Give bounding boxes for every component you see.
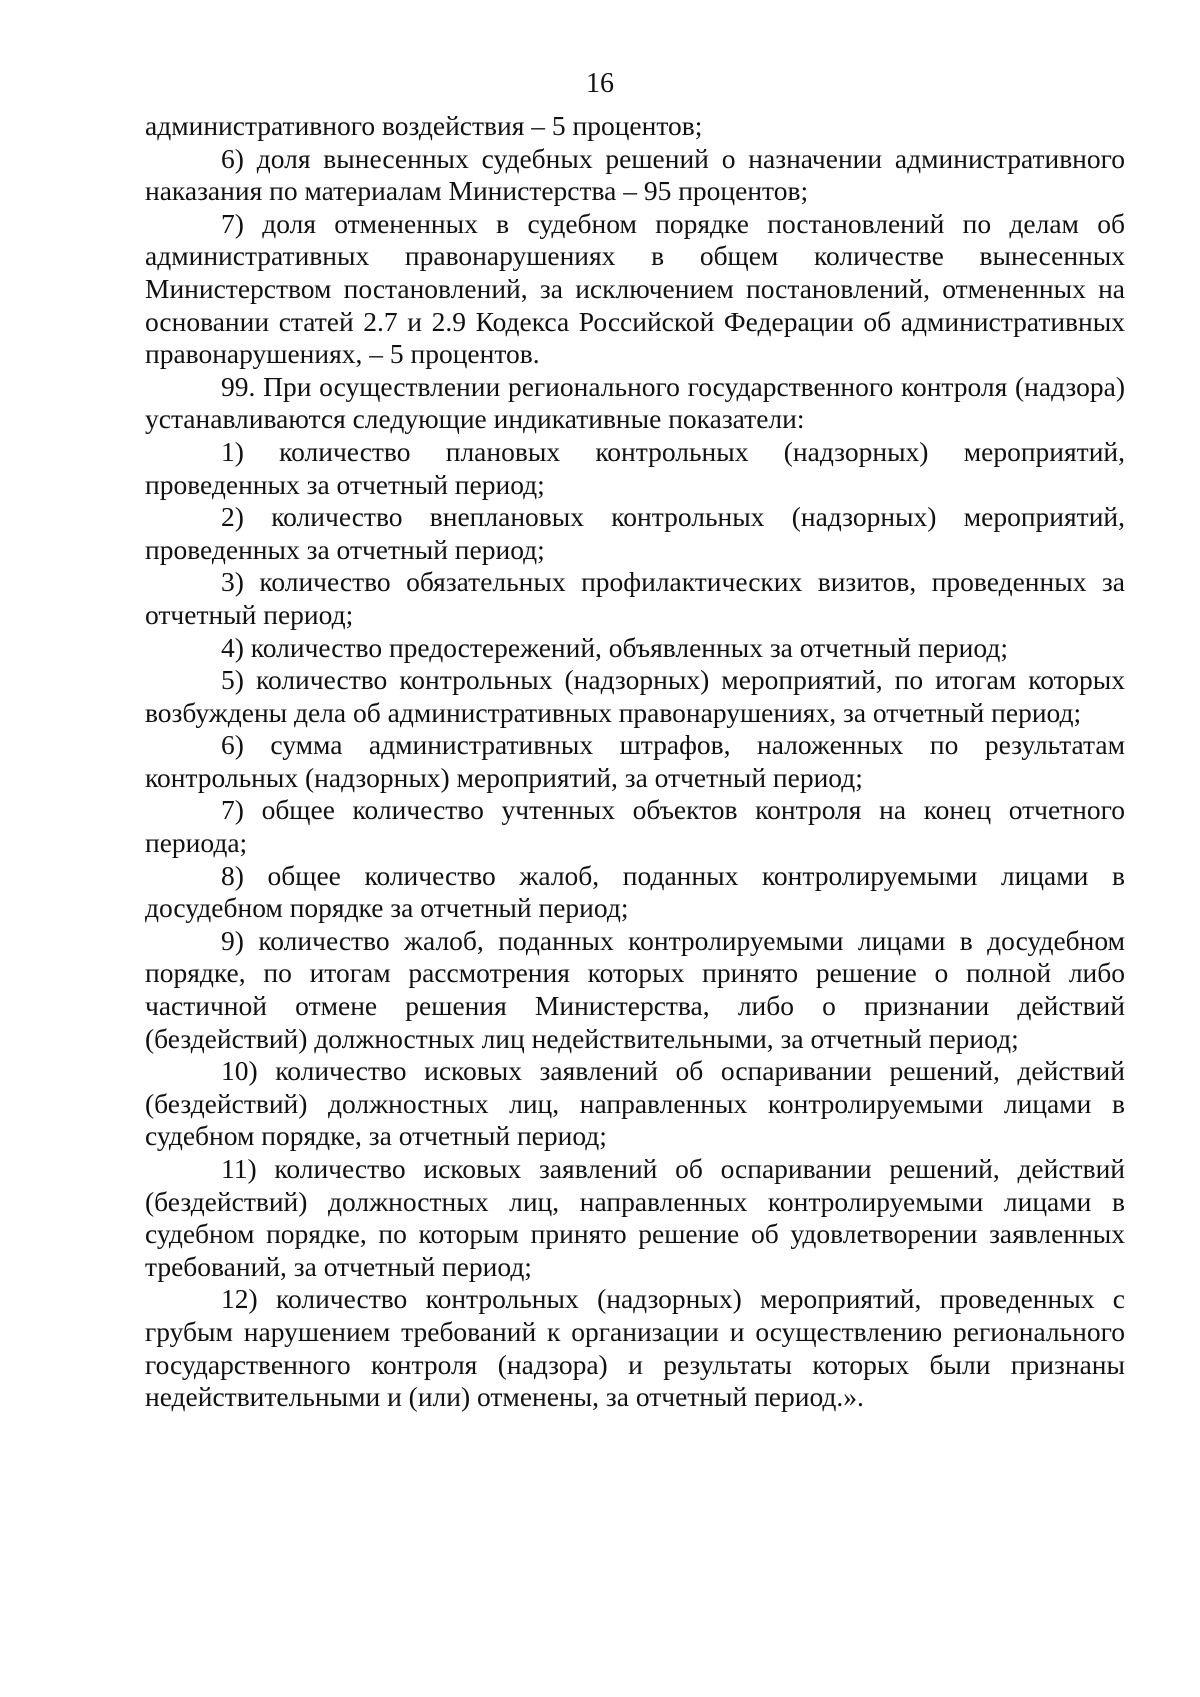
paragraph-item-7-cancelled-rulings: 7) доля отмененных в судебном порядке постановлений по делам об административных правонарушениях в общем количестве вынесенных Министерством постановлений, за исключением постановлений, отмененных на основании статей 2.7 и 2.9 Кодекса Российской Федерации об административных правонарушениях, – 5 процентов. [145, 207, 1125, 370]
page-number: 16 [586, 68, 614, 99]
paragraph-indicator-6: 6) сумма административных штрафов, наложенных по результатам контрольных (надзорных) мероприятий, за отчетный период; [145, 729, 1125, 793]
paragraph-indicator-7: 7) общее количество учтенных объектов контроля на конец отчетного периода; [145, 794, 1125, 859]
paragraph-clause-99: 99. При осуществлении регионального государственного контроля (надзора) устанавливаются следующие индикативные показатели: [145, 370, 1125, 435]
paragraph-indicator-5: 5) количество контрольных (надзорных) мероприятий, по итогам которых возбуждены дела об административных правонарушениях, за отчетный период; [145, 664, 1125, 728]
paragraph-indicator-8: 8) общее количество жалоб, поданных контролируемыми лицами в досудебном порядке за отчетный период; [145, 859, 1125, 924]
paragraph-indicator-12: 12) количество контрольных (надзорных) мероприятий, проведенных с грубым нарушением требований к организации и осуществлению регионального государственного контроля (надзора) и результаты которых были признаны недействительными и (или) отменены, за отчетный период.». [145, 1283, 1125, 1413]
paragraph-continuation: административного воздействия – 5 процентов; [145, 110, 703, 141]
paragraph-indicator-2: 2) количество внеплановых контрольных (надзорных) мероприятий, проведенных за отчетный период; [145, 501, 1125, 565]
paragraph-item-6-court-decisions: 6) доля вынесенных судебных решений о назначении административного наказания по материалам Министерства – 95 процентов; [145, 142, 1125, 207]
document-body [145, 110, 1125, 1414]
paragraph-indicator-10: 10) количество исковых заявлений об оспаривании решений, действий (бездействий) должностных лиц, направленных контролируемыми лицами в судебном порядке, за отчетный период; [145, 1055, 1125, 1152]
paragraph-indicator-4: 4) количество предостережений, объявленных за отчетный период; [221, 631, 1008, 663]
paragraph-indicator-1: 1) количество плановых контрольных (надзорных) мероприятий, проведенных за отчетный период; [145, 435, 1125, 500]
paragraph-indicator-11: 11) количество исковых заявлений об оспаривании решений, действий (бездействий) должностных лиц, направленных контролируемыми лицами в судебном порядке, по которым принято решение об удовлетворении заявленных требований, за отчетный период; [145, 1153, 1125, 1282]
paragraph-indicator-9: 9) количество жалоб, поданных контролируемыми лицами в досудебном порядке, по итогам рассмотрения которых принято решение о полной либо частичной отмене решения Министерства, либо о признании действий (бездействий) должностных лиц недействительными, за отчетный период; [145, 924, 1125, 1054]
paragraph-indicator-3: 3) количество обязательных профилактических визитов, проведенных за отчетный период; [145, 566, 1125, 630]
